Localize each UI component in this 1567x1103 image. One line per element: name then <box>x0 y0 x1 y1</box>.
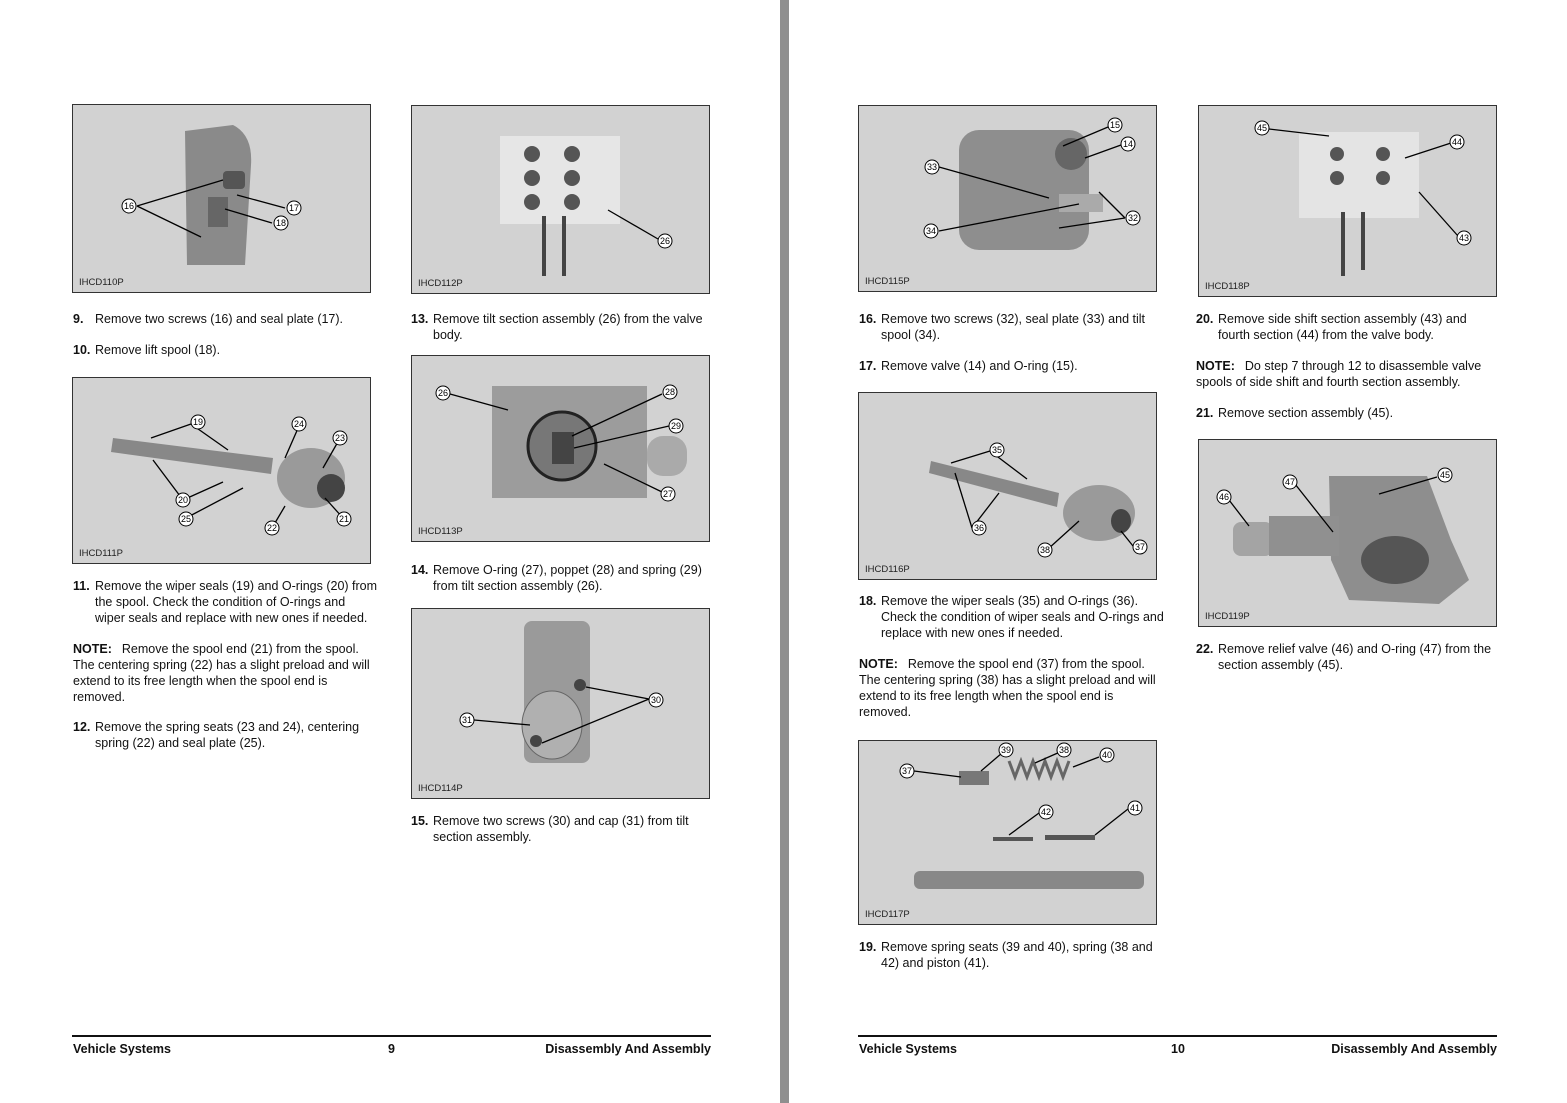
svg-text:21: 21 <box>338 514 350 524</box>
svg-text:36: 36 <box>973 523 985 533</box>
step-19 <box>859 939 1164 971</box>
svg-text:25: 25 <box>180 514 192 524</box>
figure-ihcd113p <box>411 355 710 542</box>
step-number: 22. <box>1196 642 1214 656</box>
figure-id: IHCD118P <box>1205 281 1250 292</box>
svg-text:22: 22 <box>266 523 278 533</box>
svg-text:19: 19 <box>192 417 204 427</box>
note-spool-end <box>859 656 1159 720</box>
svg-text:17: 17 <box>288 203 300 213</box>
step-number: 21. <box>1196 406 1214 420</box>
svg-text:45: 45 <box>1439 470 1451 480</box>
svg-text:32: 32 <box>1127 213 1139 223</box>
step-10 <box>73 342 373 358</box>
step-number: 17. <box>859 359 877 373</box>
svg-text:33: 33 <box>926 162 938 172</box>
svg-text:37: 37 <box>1134 542 1146 552</box>
figure-id: IHCD112P <box>418 278 463 289</box>
step-20 <box>1196 311 1501 343</box>
svg-text:46: 46 <box>1218 492 1230 502</box>
step-number: 13. <box>411 312 429 326</box>
step-21 <box>1196 405 1501 421</box>
step-text: Remove relief valve (46) and O-ring (47) from the section assembly (45). <box>1218 642 1492 672</box>
callouts <box>900 743 1142 819</box>
footer-chapter: Disassembly And Assembly <box>1331 1042 1497 1056</box>
footer-chapter: Disassembly And Assembly <box>545 1042 711 1056</box>
step-17 <box>859 358 1164 374</box>
figure-id: IHCD119P <box>1205 611 1250 622</box>
step-number: 16. <box>859 312 877 326</box>
step-14 <box>411 562 716 594</box>
figure-art <box>859 106 1157 292</box>
step-16 <box>859 311 1164 343</box>
figure-id: IHCD111P <box>79 548 123 559</box>
note-label: NOTE: <box>73 642 112 656</box>
step-13 <box>411 311 716 343</box>
step-text: Remove two screws (32), seal plate (33) and tilt spool (34). <box>881 312 1145 342</box>
step-text: Remove two screws (16) and seal plate (17). <box>95 312 344 326</box>
step-number: 15. <box>411 814 429 828</box>
step-text: Remove side shift section assembly (43) and fourth section (44) from the valve body. <box>1218 312 1467 342</box>
step-text: Remove the wiper seals (19) and O-rings (20) from the spool. Check the condition of O-rings and wiper seals and replace with new ones if needed. <box>95 579 378 625</box>
svg-text:38: 38 <box>1058 745 1070 755</box>
step-text: Remove the wiper seals (35) and O-rings (36). Check the condition of wiper seals and O-rings and replace with new ones if needed. <box>881 594 1164 640</box>
figure-ihcd111p <box>72 377 371 564</box>
svg-text:38: 38 <box>1039 545 1051 555</box>
svg-text:16: 16 <box>123 201 135 211</box>
svg-text:23: 23 <box>334 433 346 443</box>
figure-id: IHCD116P <box>865 564 910 575</box>
figure-ihcd117p <box>858 740 1157 925</box>
svg-text:28: 28 <box>664 387 676 397</box>
step-text: Remove O-ring (27), poppet (28) and spring (29) from tilt section assembly (26). <box>433 563 702 593</box>
page-number: 9 <box>388 1042 395 1056</box>
figure-id: IHCD113P <box>418 526 463 537</box>
note-spool-end <box>73 641 373 705</box>
svg-text:35: 35 <box>991 445 1003 455</box>
figure-id: IHCD115P <box>865 276 910 287</box>
footer-section: Vehicle Systems <box>73 1042 171 1056</box>
figure-ihcd110p <box>72 104 371 293</box>
step-number: 11. <box>73 579 90 593</box>
callouts <box>658 234 672 248</box>
step-15 <box>411 813 716 845</box>
figure-art <box>859 741 1157 925</box>
svg-text:29: 29 <box>670 421 682 431</box>
step-number: 9. <box>73 312 84 326</box>
figure-ihcd112p <box>411 105 710 294</box>
figure-art <box>412 356 710 542</box>
figure-art <box>1199 106 1497 297</box>
step-number: 18. <box>859 594 877 608</box>
svg-text:39: 39 <box>1000 745 1012 755</box>
svg-text:26: 26 <box>659 236 671 246</box>
svg-text:27: 27 <box>662 489 674 499</box>
figure-ihcd116p <box>858 392 1157 580</box>
svg-text:41: 41 <box>1129 803 1141 813</box>
figure-ihcd119p <box>1198 439 1497 627</box>
svg-text:45: 45 <box>1256 123 1268 133</box>
note-text: Remove the spool end (37) from the spool. The centering spring (38) has a slight preload and will extend to its free length when the spool end is removed. <box>859 657 1156 719</box>
step-text: Remove section assembly (45). <box>1218 406 1394 420</box>
figure-id: IHCD117P <box>865 909 910 920</box>
figure-art <box>412 106 710 294</box>
step-number: 12. <box>73 720 91 734</box>
step-11 <box>73 578 378 626</box>
svg-text:31: 31 <box>461 715 473 725</box>
figure-art <box>1199 440 1497 627</box>
svg-text:44: 44 <box>1451 137 1463 147</box>
figure-ihcd115p <box>858 105 1157 292</box>
step-text: Remove two screws (30) and cap (31) from tilt section assembly. <box>433 814 689 844</box>
step-number: 10. <box>73 343 91 357</box>
page-9 <box>0 0 780 1103</box>
svg-text:14: 14 <box>1122 139 1134 149</box>
note-text: Do step 7 through 12 to disassemble valve spools of side shift and fourth section assembly. <box>1196 359 1482 389</box>
step-text: Remove lift spool (18). <box>95 343 221 357</box>
figure-art <box>412 609 710 799</box>
figure-ihcd114p <box>411 608 710 799</box>
svg-text:24: 24 <box>293 419 305 429</box>
svg-text:42: 42 <box>1040 807 1052 817</box>
note-side-shift <box>1196 358 1496 390</box>
figure-art <box>73 378 371 564</box>
note-text: Remove the spool end (21) from the spool. The centering spring (22) has a slight preload and will extend to its free length when the spool end is removed. <box>73 642 370 704</box>
footer-rule <box>858 1035 1497 1037</box>
svg-text:26: 26 <box>437 388 449 398</box>
step-number: 20. <box>1196 312 1214 326</box>
step-text: Remove spring seats (39 and 40), spring (38 and 42) and piston (41). <box>881 940 1153 970</box>
figure-id: IHCD114P <box>418 783 463 794</box>
step-18 <box>859 593 1164 641</box>
page-10 <box>789 0 1567 1103</box>
svg-text:18: 18 <box>275 218 287 228</box>
page-number: 10 <box>1171 1042 1185 1056</box>
svg-text:43: 43 <box>1458 233 1470 243</box>
step-22 <box>1196 641 1501 673</box>
footer-rule <box>72 1035 711 1037</box>
svg-text:40: 40 <box>1101 750 1113 760</box>
step-text: Remove tilt section assembly (26) from the valve body. <box>433 312 703 342</box>
step-number: 14. <box>411 563 429 577</box>
svg-text:37: 37 <box>901 766 913 776</box>
svg-text:47: 47 <box>1284 477 1296 487</box>
step-number: 19. <box>859 940 877 954</box>
svg-text:34: 34 <box>925 226 937 236</box>
svg-text:15: 15 <box>1109 120 1121 130</box>
figure-id: IHCD110P <box>79 277 124 288</box>
note-label: NOTE: <box>859 657 898 671</box>
note-label: NOTE: <box>1196 359 1235 373</box>
svg-text:30: 30 <box>650 695 662 705</box>
figure-art <box>73 105 371 293</box>
step-text: Remove the spring seats (23 and 24), centering spring (22) and seal plate (25). <box>95 720 360 750</box>
figure-art <box>859 393 1157 580</box>
footer-section: Vehicle Systems <box>859 1042 957 1056</box>
step-9 <box>73 311 373 327</box>
svg-text:20: 20 <box>177 495 189 505</box>
figure-ihcd118p <box>1198 105 1497 297</box>
step-text: Remove valve (14) and O-ring (15). <box>881 359 1078 373</box>
step-12 <box>73 719 373 751</box>
